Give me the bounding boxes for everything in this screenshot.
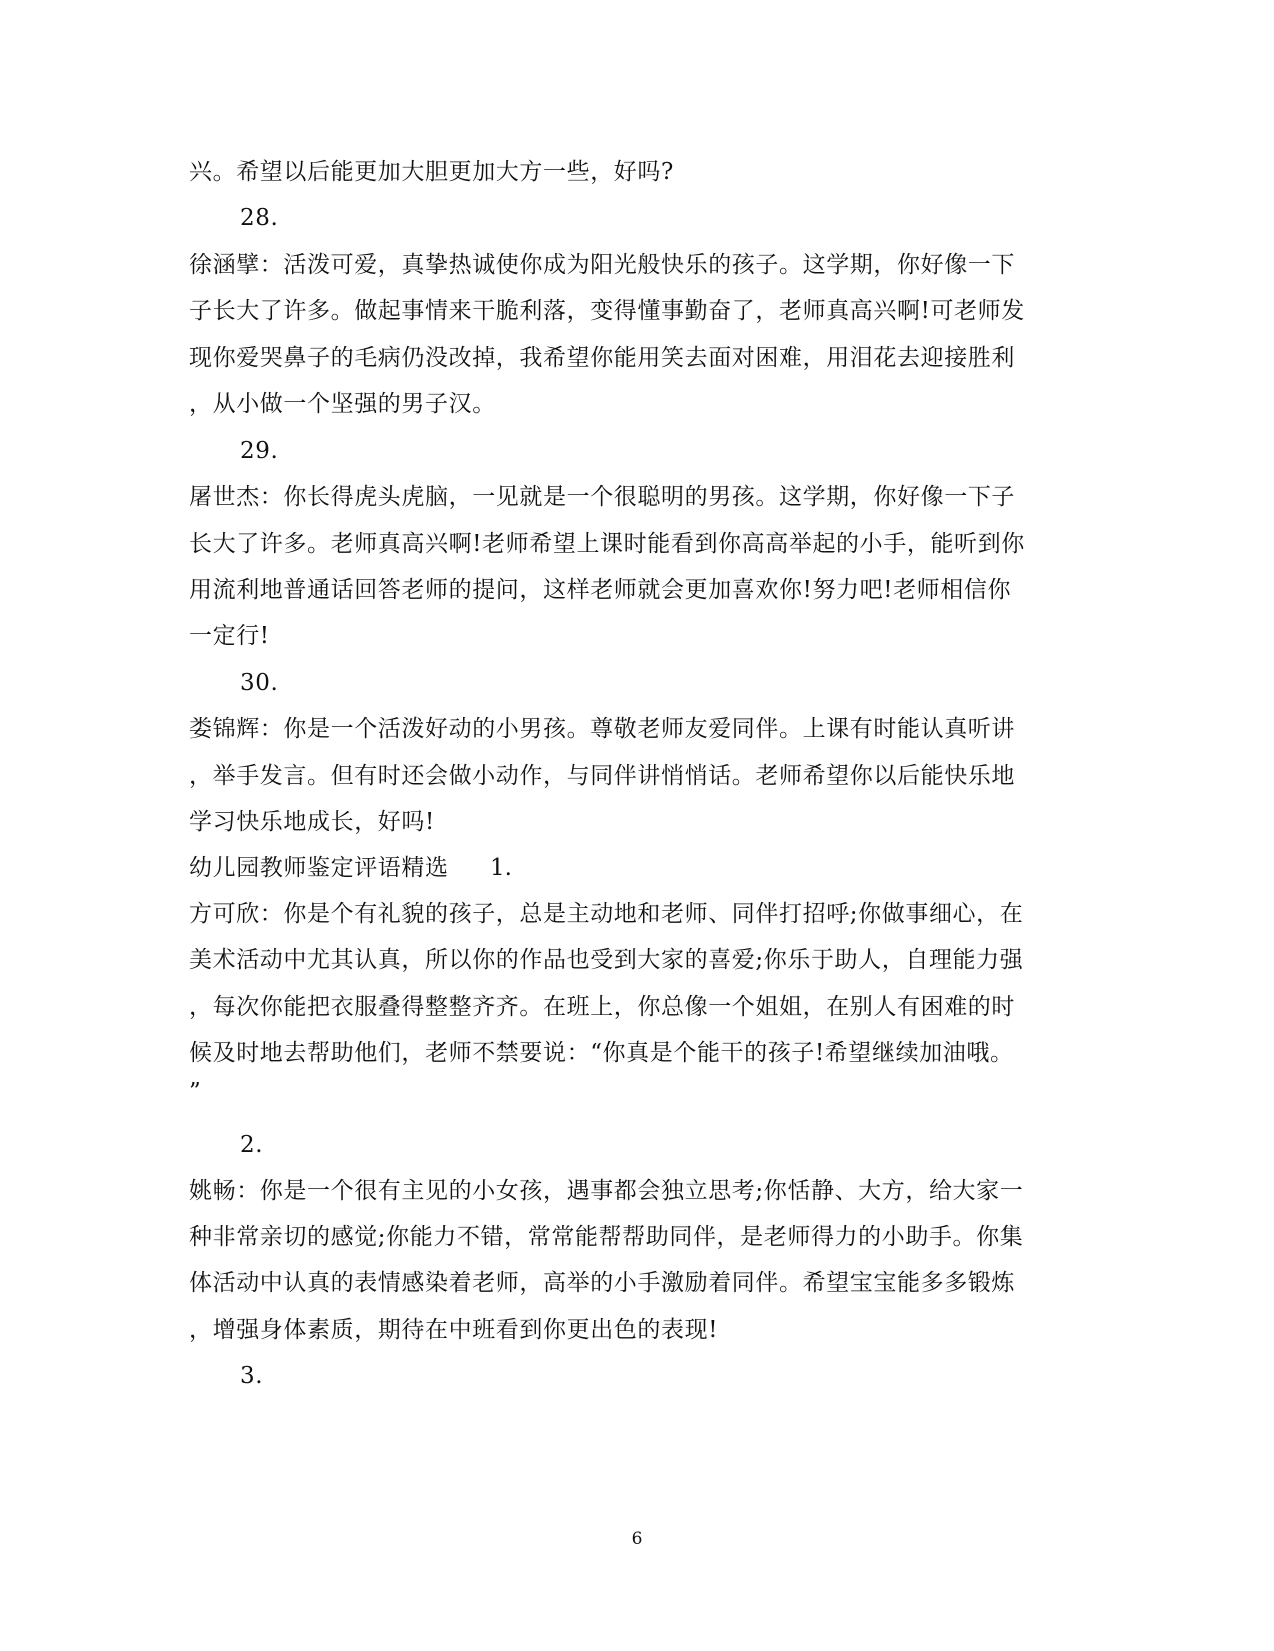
text-line: 美术活动中尤其认真，所以你的作品也受到大家的喜爱;你乐于助人，自理能力强 [189, 947, 1024, 973]
item-number: 30. [240, 670, 279, 696]
item-number: 3. [240, 1363, 264, 1389]
text-line: 姚畅：你是一个很有主见的小女孩，遇事都会独立思考;你恬静、大方，给大家一 [189, 1178, 1024, 1204]
text-line: 候及时地去帮助他们，老师不禁要说：“你真是个能干的孩子!希望继续加油哦。 [189, 1040, 1014, 1066]
item-number: 29. [240, 438, 279, 464]
text-line: 长大了许多。老师真高兴啊!老师希望上课时能看到你高高举起的小手，能听到你 [189, 531, 1025, 557]
text-line: ，每次你能把衣服叠得整整齐齐。在班上，你总像一个姐姐，在别人有困难的时 [189, 994, 1015, 1020]
text-line: 子长大了许多。做起事情来干脆利落，变得懂事勤奋了，老师真高兴啊!可老师发 [189, 298, 1025, 324]
text-line: ，从小做一个坚强的男子汉。 [189, 391, 496, 417]
text-line: ，增强身体素质，期待在中班看到你更出色的表现! [189, 1317, 719, 1343]
text-line: 屠世杰：你长得虎头虎脑，一见就是一个很聪明的男孩。这学期，你好像一下子 [189, 484, 1015, 510]
text-line: 一定行! [189, 623, 270, 649]
item-number: 1. [490, 855, 512, 881]
text-line: 用流利地普通话回答老师的提问，这样老师就会更加喜欢你!努力吧!老师相信你 [189, 577, 1012, 603]
page-number: 6 [631, 1529, 643, 1549]
text-line: 兴。希望以后能更加大胆更加大方一些，好吗? [189, 159, 674, 185]
text-line: 娄锦辉：你是一个活泼好动的小男孩。尊敬老师友爱同伴。上课有时能认真听讲 [189, 716, 1015, 742]
item-number: 2. [240, 1132, 264, 1158]
text-line: ” [189, 1079, 202, 1105]
text-line: 方可欣：你是个有礼貌的孩子，总是主动地和老师、同伴打招呼;你做事细心，在 [189, 901, 1024, 927]
text-line: 学习快乐地成长，好吗! [189, 809, 435, 835]
text-line: 现你爱哭鼻子的毛病仍没改掉，我希望你能用笑去面对困难，用泪花去迎接胜利 [189, 345, 1015, 371]
text-line: 种非常亲切的感觉;你能力不错，常常能帮帮助同伴，是老师得力的小助手。你集 [189, 1224, 1024, 1250]
text-line: ，举手发言。但有时还会做小动作，与同伴讲悄悄话。老师希望你以后能快乐地 [189, 763, 1015, 789]
text-line: 体活动中认真的表情感染着老师，高举的小手激励着同伴。希望宝宝能多多锻炼 [189, 1270, 1015, 1296]
item-number: 28. [240, 205, 279, 231]
section-heading: 幼儿园教师鉴定评语精选 [189, 855, 449, 881]
text-line: 徐涵擘：活泼可爱，真挚热诚使你成为阳光般快乐的孩子。这学期，你好像一下 [189, 252, 1015, 278]
